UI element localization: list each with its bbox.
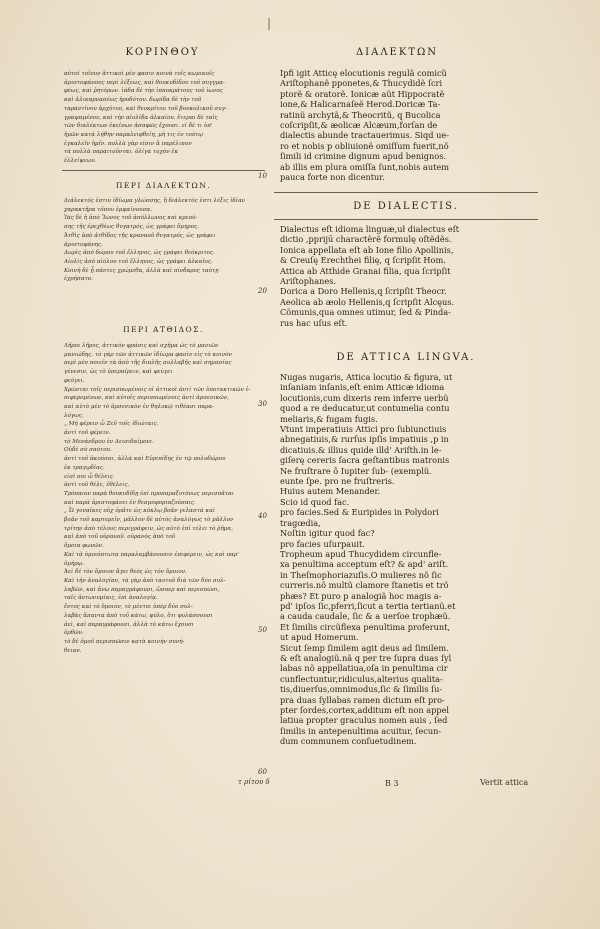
- greek-line: εἰσὶ σοι ὦ θέλεις.: [64, 473, 115, 480]
- greek-line: Ἀτθὶς ἀπὸ ἀτθίδος τῆς κραναοῦ θυγατρός, ὡς γράφει: [64, 232, 216, 239]
- line-number-60: 60: [258, 768, 267, 776]
- latin-line: Ariſtophanẽ pponetes,& Thucydidẽ ſcri: [280, 78, 443, 89]
- latin-line: locutionis,cum dixeris rem inferre uerbũ: [280, 392, 449, 403]
- greek-heading-dialects: ΠΕΡΙ ΔΙΑΛΕΚΤΩΝ.: [115, 181, 212, 190]
- line-number-10: 10: [258, 172, 267, 180]
- latin-line: Cõmunis,qua omnes utimur, ſed & Pinda-: [280, 307, 451, 318]
- latin-line: Ipfi igit Atticę elocutionis regulã comicũ: [280, 68, 447, 78]
- gutter-mark: [268, 18, 270, 30]
- greek-line: τρίτην ἀπὸ τέλους περιγράφειν, ὡς αὐτὸ ἐπὶ τέλει τὸ ῥῆμα,: [64, 525, 233, 532]
- latin-line: & Creuſę Erechthei filię, q ſcripſit Hom.: [280, 255, 446, 266]
- greek-line: ἀριστοφάνους περὶ λέξεως, καὶ θουκυδίδου τοῦ συγγρα-: [64, 79, 225, 86]
- latin-line: quod a re deducatur,ut contumelia contu: [280, 403, 450, 414]
- greek-dialects-block: [64, 197, 264, 284]
- greek-line: μανιώδης. τὸ γὰρ τῶν ἀττικῶν ἰδίωμα φασὶν εἰς τὸ κοινὸν: [64, 351, 232, 358]
- latin-line: rus hac uſus eſt.: [280, 317, 348, 328]
- greek-heading-attic: ΠΕΡΙ ΑΤΘΙΔΟΣ.: [123, 325, 204, 334]
- latin-line: meliaris,& fugam fugis.: [280, 413, 378, 424]
- latin-heading-dialects: DE DIALECTIS.: [353, 201, 459, 212]
- greek-line: Ἰὰς δὲ ἡ ἀπὸ Ἴωνος τοῦ ἀπόλλωνος καὶ κρεού-: [64, 215, 198, 222]
- latin-intro-block: [280, 68, 542, 182]
- greek-line: Καὶ τὰ ὁμοιόπτωτα παραλαμβάνουσιν ἐπιφέρειν, ὡς καὶ παρ': [64, 551, 239, 558]
- latin-heading-attic: DE ATTICA LINGVA.: [336, 352, 476, 363]
- greek-line: τὰ πολλὰ παραιτοῦνται. ὀλίγα τυχὸν ἐκ: [64, 149, 179, 156]
- latin-line: Dorica a Doro Hellenis,q ſcripſit Theocr.: [280, 286, 447, 297]
- greek-line: Κοινὴ δὲ ᾗ πάντες χρώμεθα, ἀλλὰ καὶ πίνδαρος ταύτῃ: [64, 267, 219, 274]
- latin-line: latiua propter graculus nomen auis , ſed: [280, 715, 448, 726]
- greek-line: καὶ παρὰ ἀριστοφάνει ἐν θεσμοφοριαζούσαις.: [64, 499, 196, 506]
- greek-line: λόγως.: [64, 412, 84, 419]
- greek-intro-block: [64, 70, 264, 166]
- latin-line: ptorẽ & oratorẽ. Ionicæ aũt Hippocratẽ: [280, 88, 445, 99]
- latin-dialects-block: [280, 224, 542, 328]
- greek-line: λαβῶν, καὶ ἄνω παραγράφουσι, ὥσπερ καὶ περισπῶσι,: [64, 586, 220, 593]
- latin-line: Huius autem Menander.: [280, 486, 381, 497]
- greek-line: ταραντίνου ἀρχύτου, καὶ θεοκρίτου τοῦ βουκολικοῦ συγ-: [64, 105, 227, 112]
- latin-line: Attica ab Atthide Granai filia, qua ſcripſit: [280, 265, 451, 276]
- latin-line: inſaniam inſanis,eſt enim Atticæ idioma: [280, 382, 445, 393]
- greek-line: θειαν.: [64, 647, 82, 654]
- latin-line: giſerę cereris ſacra geſtantibus matronis: [280, 455, 450, 466]
- greek-line: χαρακτῆρα τόπου ἐμφαίνουσα.: [64, 206, 152, 213]
- latin-line: & eſt analogiũ.nã q per tre ſupra duas ſyl: [280, 652, 452, 663]
- latin-line: Sicut ſemp ſimilem agit deus ad ſimilem.: [280, 642, 449, 653]
- latin-line: xa penultima acceptum eſt? & apd' ariſt.: [280, 559, 449, 570]
- greek-line: ὀρθῶν.: [64, 630, 84, 637]
- greek-line: Οὐδὲ σὺ σαύτου.: [64, 447, 112, 454]
- greek-line: σης τῆς ἐρεχθέως θυγατρός, ὡς γράφει ὅμηρος.: [64, 224, 199, 231]
- latin-line: Noſtin igitur quod fac?: [280, 528, 375, 539]
- latin-line: pro facies.Sed & Euripides in Polydori: [280, 507, 439, 518]
- greek-line: ἐκ τραγῳδίας.: [64, 464, 105, 471]
- latin-line: dictio ,pprijū charactẽrẽ formulę oſtẽdẽs.: [280, 234, 452, 245]
- latin-line: ro et nobis p obliuionẽ omiſſum fuerit,nõ: [280, 140, 449, 151]
- greek-line: λαβὰς ἅπαντα ἀπὸ τοῦ κάτω, φύλο, ὅτι φυλάσσουσι: [64, 612, 213, 619]
- greek-line: φεύγει.: [64, 377, 85, 384]
- greek-line: Ἀεὶ δὲ τὸν ὅμοιον ἄγει θεὸς ὡς τὸν ὅμοιον.: [64, 569, 187, 576]
- latin-line: cunflectuntur,ridiculus,alterius qualita-: [280, 673, 443, 684]
- greek-line: ὁμήρῳ.: [64, 560, 84, 567]
- greek-line: Αἰολὶς ἀπὸ αἰόλου τοῦ ἕλληνος, ὡς γράφει ἀλκαῖος.: [64, 258, 213, 265]
- latin-line: pauca forte non dicentur.: [280, 172, 385, 183]
- greek-line: γραψαμένου, καὶ τὴν αἰολίδα ἀλκαίου. ἕτεραι δὲ ταῖς: [64, 114, 218, 121]
- greek-line: Λῆροι λῆρος, ἀττικὸν φράσις καὶ σχῆμα ὡς τὸ μανιῶν: [64, 343, 219, 349]
- greek-line: Δωρὶς ἀπὸ δώρου τοῦ ἕλληνος, ὡς γράφει θεόκριτος.: [64, 250, 215, 257]
- latin-line: a cauda caudale, ſic & a uerſoe trophæũ.: [280, 611, 451, 622]
- latin-line: eunte ſpe. pro ne fruſtreris.: [280, 476, 395, 487]
- latin-line: pter ſordes,cortex,additum eſt non appel: [280, 705, 450, 715]
- line-number-20: 20: [258, 287, 267, 295]
- latin-line: Scio id quod fac.: [280, 496, 350, 507]
- signature-mark: B 3: [385, 779, 399, 788]
- latin-line: Vtunt imperatiuis Attici pro ſubiunctiuis: [280, 424, 447, 435]
- latin-line: ſimilis in antepenultima acuitur, ſecun-: [280, 725, 442, 736]
- greek-line: „ Μὴ φέρειν ὦ Ζεῦ τοῖς ἰδιώταις.: [64, 421, 159, 428]
- latin-line: Ariſtophanes.: [280, 276, 337, 287]
- greek-line: καὶ ἀπὸ τοῦ οὐρανοῦ. οὐρανὸς ἀπὸ τοῦ: [64, 534, 176, 541]
- greek-line: φέως, καὶ ῥητόρων. ἰάδα δὲ τὴν ἱπποκράτους τοῦ ἰωνος: [64, 88, 223, 95]
- line-number-40: 40: [258, 512, 267, 520]
- greek-line: ἐχρήσατο.: [64, 276, 93, 283]
- latin-line: Nugas nugaris, Attica locutio & figura, ut: [280, 372, 453, 382]
- greek-line: περὶ μὲν ποιεῖν τὰ ἀπὸ τῆς διπλῆς συλλαβῆς καὶ σημασίας: [64, 360, 232, 367]
- latin-line: Ne fruſtrare ô Iupiter ſub- (exemplũ.: [280, 465, 432, 476]
- latin-line: ione,& Halicarnaſeẽ Herod.Doricæ Ta-: [280, 99, 441, 110]
- greek-signature: τ ρίτου δ: [238, 778, 270, 786]
- greek-line: Καὶ τὴν ἀναλογίαν, τὰ γὰρ ἀπὸ ταυτοῦ διὰ τῶν δύο συλ-: [64, 577, 226, 584]
- latin-line: curreris.nõ multũ clamore ſtanetis et trõ: [280, 580, 449, 591]
- greek-line: καὶ αὐτὸ μὲν τὸ ἀρσενικὸν ἐν θηλυκῷ τιθέασι παρα-: [64, 403, 215, 410]
- latin-line: ratinũ archytã,& Theocritũ, q Bucolica: [280, 109, 441, 120]
- greek-line: βοᾶν τοῦ καρτερεῖν, μᾶλλον δὲ αὐτὸς ἀναλόγως τὸ μᾶλλον: [64, 517, 234, 524]
- greek-line: ἀριστοφάνης.: [64, 241, 103, 248]
- latin-line: phæs? Et puro p analogiã hoc magis a-: [280, 590, 442, 601]
- greek-line: ἔντος καὶ τὸ ὅμοιον, τὸ μέντοι ὑπὲρ δύο συλ-: [64, 604, 193, 611]
- greek-line: τὸ δὲ ὁμοῦ περισπῶσιν κατὰ κοινὴν συνή-: [64, 638, 185, 645]
- latin-line: pra duas ſyllabas ramen dictum eſt pro-: [280, 694, 445, 705]
- greek-attic-block: [64, 342, 264, 655]
- greek-line: ἐγκαλεῖν ἡμῖν. πολλὰ γὰρ εἰσιν ἃ παρέλιπον: [64, 140, 192, 147]
- latin-line: Ionica appellata eſt ab Ione filio Apollinis,: [280, 244, 454, 255]
- greek-line: καὶ ἁλικαρνασέως ἡροδότου. δωρίδα δὲ τὴν τοῦ: [64, 97, 202, 104]
- left-rule-1: [62, 170, 265, 171]
- greek-line: ὅμοια φωνῶν.: [64, 543, 104, 550]
- greek-line: τὸ Μενάνδρου ἐν Δεισιδαίμονι.: [64, 438, 154, 445]
- latin-line: labas nõ appellatiua,oſa in penultima cir: [280, 663, 448, 674]
- right-rule-2: [274, 219, 538, 220]
- greek-line: ἀντὶ τοῦ θέλε, ἐθέλεις.: [64, 482, 130, 489]
- greek-line: τῶν διαλέκτων ἐκείνων ἀσαφῶς ἔχουσι. εἰ δέ τι ὑπ': [64, 123, 213, 130]
- greek-line: ἡμῶν κατὰ λήθην παραλειφθείη, μὴ τις ἐν τούτῳ: [64, 131, 203, 138]
- catchword: Vertit attica: [480, 778, 529, 787]
- latin-line: Dialectus eſt idioma linguæ,uł dialectus eſt: [280, 224, 460, 234]
- greek-line: „ Ὦ γυναῖκες οὐχ ὁρᾶτε ὡς κύκλῳ βοᾶν γελαστὰ καὶ: [64, 508, 216, 515]
- latin-line: ſimili id crimine dignum apud benignos.: [280, 151, 447, 162]
- latin-line: abnegatiuis,& rurſus ipſis impatiuis ,p in: [280, 434, 449, 445]
- right-rule-1: [274, 192, 538, 193]
- greek-line: ἀντὶ τοῦ φέρειν.: [64, 430, 111, 437]
- greek-line: Διάλεκτός ἐστιν ἰδίωμα γλώσσης, ἢ διάλεκτός ἐστι λέξις ἰδίαν: [64, 198, 246, 204]
- greek-line: ἀντὶ τοῦ ἀκούσαι, ἀλλὰ καὶ Εὐριπίδης ἐν τῷ πολυδώρου: [64, 456, 226, 463]
- greek-line: γένεσιν, ὡς τὸ ὑπεραίρειν, καὶ φεύγει: [64, 369, 173, 376]
- left-running-head: ΚΟΡΙΝΘΟΥ: [125, 47, 200, 58]
- latin-line: pro facies uſurpauit.: [280, 538, 365, 549]
- latin-line: Tropheum apud Thucydidem circunfle-: [280, 548, 442, 559]
- line-number-30: 30: [258, 400, 267, 408]
- greek-line: αὐτοὶ τοῖνυν ἄττικοὶ μὲν φασιν κοινὰ τοῖς κωμικοῖς: [64, 71, 215, 77]
- right-running-head: ΔΙΑΛΕΚΤΩΝ: [355, 47, 439, 58]
- line-number-50: 50: [258, 626, 267, 634]
- latin-line: tis,diuerſus,omnimodus,ſic & ſimilis ſu-: [280, 684, 443, 695]
- latin-line: dialectis abunde tractauerimus. Siqd ue-: [280, 130, 449, 141]
- greek-line: ταῖς ἀντωνυμίαις, ἐπὶ ἀναλογίᾳ.: [64, 595, 158, 602]
- greek-line: ἀεὶ, καὶ παραγράφουσι, ἀλλὰ τὸ κάτω ἔχουσι: [64, 621, 194, 628]
- latin-line: pd' ipſos ſic,pferri,ſicut a tertia tertianũ.et: [280, 600, 456, 611]
- greek-line: ἐλλείψεων.: [64, 158, 97, 165]
- latin-line: coſcripſit,& æolicæ Alcæum,forſan de: [280, 120, 438, 131]
- latin-line: ab illis em plura omiſſa ſunt,nobis autem: [280, 161, 449, 172]
- greek-line: Χρῶνται τοῖς περισπωμένοις οἱ ἀττικοὶ ἀντὶ τῶν ὑποτακτικῶν ἐ-: [64, 386, 251, 393]
- latin-line: dum communem conſuetudinem.: [280, 736, 417, 747]
- latin-line: Aeolica ab æolo Hellenis,q ſcripſit Alcęus.: [280, 296, 455, 307]
- latin-line: dicatiuis.& illius quide illd' Ariſth.in le-: [280, 444, 442, 455]
- greek-line: πιφερομένων, καὶ αὐτοῖς περισπωμένοις ἀντὶ ἀρσενικῶν,: [64, 395, 230, 402]
- latin-line: ut apud Homerum.: [280, 632, 359, 643]
- greek-line: Τρόπαιον παρὰ θουκυδίδῃ ἐπὶ προπαραξυτόνως περισπᾶται: [64, 490, 234, 497]
- latin-line: in Theſmophoriazuſis.O mulieres nõ ſic: [280, 569, 442, 580]
- latin-line: Et ſimilis circũflexa penultima proferunt,: [280, 621, 451, 632]
- latin-line: tragœdia,: [280, 517, 321, 528]
- latin-attic-block: [280, 372, 542, 747]
